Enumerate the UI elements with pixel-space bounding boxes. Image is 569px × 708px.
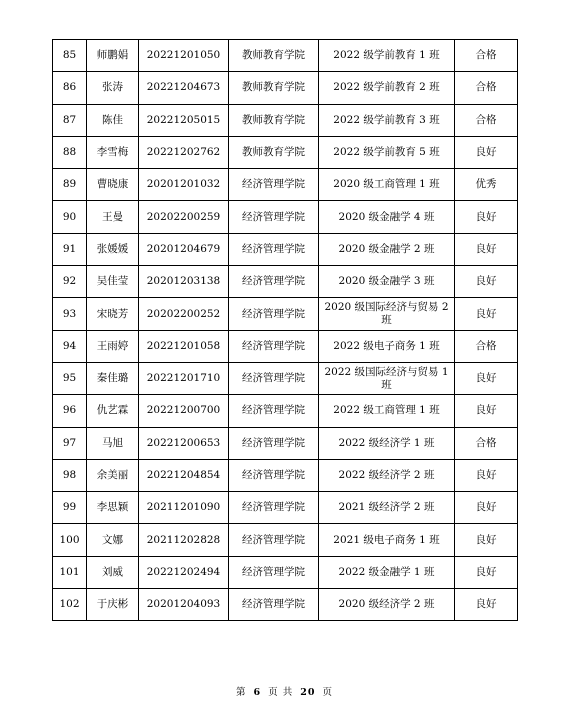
- table-row: [53, 233, 518, 265]
- college-cell: 经济管理学院: [229, 362, 319, 394]
- class-cell: 2022 级电子商务 1 班: [319, 330, 455, 362]
- row-number-cell: 98: [53, 459, 87, 491]
- row-number-cell: 89: [53, 169, 87, 201]
- grade-cell: 良好: [455, 459, 518, 491]
- student-name-cell: 陈佳: [87, 104, 139, 136]
- class-cell: 2022 级工商管理 1 班: [319, 395, 455, 427]
- college-cell: 经济管理学院: [229, 233, 319, 265]
- table-row: [53, 395, 518, 427]
- student-id-cell: 20201204679: [139, 233, 229, 265]
- student-name-cell: 曹晓康: [87, 169, 139, 201]
- student-name-cell: 王雨婷: [87, 330, 139, 362]
- class-cell: 2022 级学前教育 3 班: [319, 104, 455, 136]
- college-cell: 经济管理学院: [229, 395, 319, 427]
- row-number-cell: 99: [53, 492, 87, 524]
- student-id-cell: 20221202762: [139, 136, 229, 168]
- student-name-cell: 吴佳莹: [87, 266, 139, 298]
- student-name-cell: 仇艺霖: [87, 395, 139, 427]
- table-row: [53, 136, 518, 168]
- class-cell: 2022 级学前教育 5 班: [319, 136, 455, 168]
- college-cell: 经济管理学院: [229, 589, 319, 621]
- class-cell: 2022 级学前教育 1 班: [319, 40, 455, 72]
- table-row: [53, 72, 518, 104]
- table-row: [53, 266, 518, 298]
- class-cell: 2020 级国际经济与贸易 2 班: [319, 298, 455, 330]
- college-cell: 教师教育学院: [229, 40, 319, 72]
- class-cell: 2020 级金融学 2 班: [319, 233, 455, 265]
- class-cell: 2020 级经济学 2 班: [319, 589, 455, 621]
- row-number-cell: 100: [53, 524, 87, 556]
- class-cell: 2020 级金融学 3 班: [319, 266, 455, 298]
- student-name-cell: 刘威: [87, 556, 139, 588]
- row-number-cell: 97: [53, 427, 87, 459]
- table-row: [53, 169, 518, 201]
- college-cell: 经济管理学院: [229, 524, 319, 556]
- student-name-cell: 李思颖: [87, 492, 139, 524]
- class-cell: 2022 级经济学 2 班: [319, 459, 455, 491]
- row-number-cell: 91: [53, 233, 87, 265]
- college-cell: 教师教育学院: [229, 136, 319, 168]
- row-number-cell: 101: [53, 556, 87, 588]
- grade-cell: 良好: [455, 298, 518, 330]
- student-name-cell: 张媛媛: [87, 233, 139, 265]
- footer-suffix: 页: [322, 687, 334, 698]
- class-cell: 2020 级工商管理 1 班: [319, 169, 455, 201]
- grade-cell: 良好: [455, 556, 518, 588]
- student-grade-table: [52, 39, 518, 621]
- row-number-cell: 90: [53, 201, 87, 233]
- student-id-cell: 20221204854: [139, 459, 229, 491]
- college-cell: 教师教育学院: [229, 72, 319, 104]
- student-name-cell: 宋晓芳: [87, 298, 139, 330]
- footer-prefix: 第: [235, 687, 247, 698]
- table-row: [53, 330, 518, 362]
- college-cell: 经济管理学院: [229, 169, 319, 201]
- college-cell: 经济管理学院: [229, 330, 319, 362]
- row-number-cell: 93: [53, 298, 87, 330]
- table-row: [53, 492, 518, 524]
- table-row: [53, 104, 518, 136]
- class-cell: 2022 级国际经济与贸易 1 班: [319, 362, 455, 394]
- student-name-cell: 文娜: [87, 524, 139, 556]
- student-id-cell: 20201203138: [139, 266, 229, 298]
- student-id-cell: 20202200252: [139, 298, 229, 330]
- grade-cell: 优秀: [455, 169, 518, 201]
- row-number-cell: 86: [53, 72, 87, 104]
- student-name-cell: 张涛: [87, 72, 139, 104]
- row-number-cell: 87: [53, 104, 87, 136]
- grade-cell: 合格: [455, 330, 518, 362]
- table-row: [53, 524, 518, 556]
- student-id-cell: 20221200653: [139, 427, 229, 459]
- student-id-cell: 20221204673: [139, 72, 229, 104]
- table-row: [53, 298, 518, 330]
- class-cell: 2021 级电子商务 1 班: [319, 524, 455, 556]
- row-number-cell: 88: [53, 136, 87, 168]
- class-cell: 2020 级金融学 4 班: [319, 201, 455, 233]
- grade-cell: 良好: [455, 201, 518, 233]
- student-id-cell: 20221205015: [139, 104, 229, 136]
- student-id-cell: 20221201710: [139, 362, 229, 394]
- grade-cell: 合格: [455, 427, 518, 459]
- class-cell: 2022 级经济学 1 班: [319, 427, 455, 459]
- table-row: [53, 556, 518, 588]
- total-pages-number: 20: [300, 687, 316, 698]
- student-id-cell: 20211201090: [139, 492, 229, 524]
- grade-cell: 合格: [455, 40, 518, 72]
- student-id-cell: 20202200259: [139, 201, 229, 233]
- row-number-cell: 94: [53, 330, 87, 362]
- class-cell: 2022 级金融学 1 班: [319, 556, 455, 588]
- class-cell: 2022 级学前教育 2 班: [319, 72, 455, 104]
- table-row: [53, 459, 518, 491]
- college-cell: 经济管理学院: [229, 201, 319, 233]
- college-cell: 教师教育学院: [229, 104, 319, 136]
- row-number-cell: 85: [53, 40, 87, 72]
- row-number-cell: 102: [53, 589, 87, 621]
- student-id-cell: 20211202828: [139, 524, 229, 556]
- college-cell: 经济管理学院: [229, 492, 319, 524]
- page-footer: [0, 684, 569, 698]
- student-name-cell: 马旭: [87, 427, 139, 459]
- student-id-cell: 20221200700: [139, 395, 229, 427]
- grade-cell: 良好: [455, 589, 518, 621]
- student-id-cell: 20221202494: [139, 556, 229, 588]
- table-row: [53, 589, 518, 621]
- table-body: [53, 40, 518, 621]
- grade-cell: 良好: [455, 362, 518, 394]
- table-row: [53, 362, 518, 394]
- college-cell: 经济管理学院: [229, 459, 319, 491]
- class-cell: 2021 级经济学 2 班: [319, 492, 455, 524]
- grade-cell: 合格: [455, 104, 518, 136]
- table-row: [53, 427, 518, 459]
- grade-cell: 良好: [455, 136, 518, 168]
- college-cell: 经济管理学院: [229, 427, 319, 459]
- current-page-number: 6: [253, 687, 262, 698]
- college-cell: 经济管理学院: [229, 556, 319, 588]
- student-name-cell: 余美丽: [87, 459, 139, 491]
- grade-cell: 良好: [455, 233, 518, 265]
- footer-middle: 页 共: [268, 687, 294, 698]
- table-row: [53, 201, 518, 233]
- student-name-cell: 王曼: [87, 201, 139, 233]
- grade-cell: 良好: [455, 266, 518, 298]
- college-cell: 经济管理学院: [229, 298, 319, 330]
- row-number-cell: 96: [53, 395, 87, 427]
- table-row: [53, 40, 518, 72]
- row-number-cell: 95: [53, 362, 87, 394]
- student-id-cell: 20201204093: [139, 589, 229, 621]
- student-name-cell: 李雪梅: [87, 136, 139, 168]
- student-name-cell: 师鹏娟: [87, 40, 139, 72]
- student-id-cell: 20221201058: [139, 330, 229, 362]
- grade-cell: 良好: [455, 524, 518, 556]
- grade-cell: 合格: [455, 72, 518, 104]
- row-number-cell: 92: [53, 266, 87, 298]
- grade-cell: 良好: [455, 395, 518, 427]
- student-id-cell: 20201201032: [139, 169, 229, 201]
- grade-cell: 良好: [455, 492, 518, 524]
- college-cell: 经济管理学院: [229, 266, 319, 298]
- student-name-cell: 于庆彬: [87, 589, 139, 621]
- student-id-cell: 20221201050: [139, 40, 229, 72]
- student-name-cell: 秦佳璐: [87, 362, 139, 394]
